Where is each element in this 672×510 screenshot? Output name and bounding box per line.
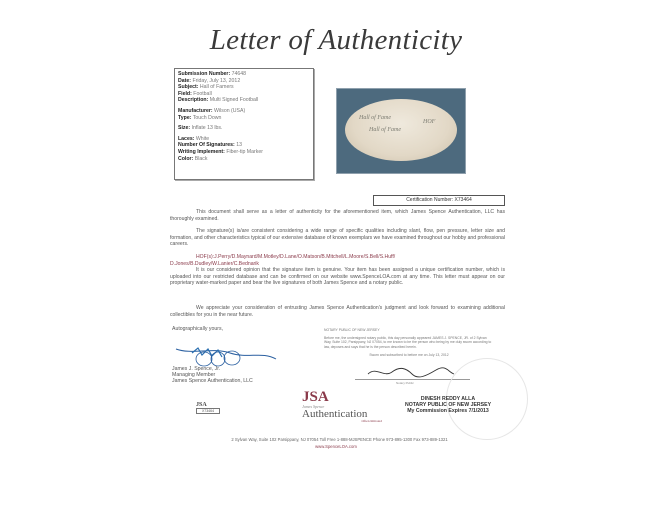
page-title: Letter of Authenticity bbox=[209, 24, 463, 56]
jsa-hologram-sticker: JSA X73464 bbox=[196, 402, 226, 418]
notary-signature bbox=[366, 364, 456, 380]
paragraph-signature-analysis: The signature(s) is/are consistent considering a wide range of specific qualities including slant, flow, pen pressure, letter size and formation, and other characteristics typical of our extensive database of known exemplars we have examined throughout our hobby and professional careers. bbox=[170, 228, 505, 248]
field-date: Date: Friday, July 13, 2012 bbox=[178, 77, 241, 84]
field-color: Color: Black bbox=[178, 155, 208, 162]
field-type: Type: Touch Down bbox=[178, 114, 222, 121]
paragraph-closing: We appreciate your consideration of entrusting James Spence Authentication's judgment and look forward to examining additional collectibles for you in the near future. bbox=[170, 305, 505, 318]
signers-list: HOF(s):J.Perry/D.Maynard/M.Motley/D.Lane/O.Matson/B.Mitchell/L.Moore/S.Bell/S.Huff/ D.Jones/B.Dudley/W.Lanier/C.Bednarik bbox=[170, 254, 396, 267]
field-description: Description: Multi Signed Football bbox=[178, 97, 259, 104]
footer-address: 2 Sylvan Way, Suite 102 Parsippany, NJ 07054 Toll Free 1-888-MJSPENCE Phone 973-895-1300 Fax 973-889-1321 bbox=[231, 437, 448, 442]
field-writing-implement: Writing Implement: Fiber-tip Marker bbox=[178, 148, 263, 155]
james-spence-signature bbox=[172, 345, 282, 367]
field-number-of-signatures: Number Of Signatures: 13 bbox=[178, 142, 243, 149]
certification-number-box: Certification Number: X73464 bbox=[373, 195, 505, 206]
signer-company: James Spence Authentication, LLC bbox=[172, 378, 253, 384]
item-info-box bbox=[174, 68, 314, 180]
notary-stamp: DINESH REDDY ALLA NOTARY PUBLIC OF NEW JERSEY My Commission Expires 7/1/2013 bbox=[404, 396, 492, 415]
field-laces: Laces: White bbox=[178, 135, 210, 142]
field-size: Size: Inflate 13 lbs. bbox=[178, 125, 223, 132]
notary-statement: NOTARY PUBLIC OF NEW JERSEY Before me, the undersigned notary public, this day personally appeared JAMES J. SPENCE, JR. of 2 Sylvan Way, Suite 102, Parsippany, NJ 07054, to me known to be the person who being by me duly sworn according to law, deposes and says that he is the person described herein. Sworn and subscribed to before me on July 13, 2012 bbox=[324, 328, 492, 358]
field-field: Field: Football bbox=[178, 90, 212, 97]
football-image: Hall of Fame Hall of Fame HOF bbox=[345, 99, 457, 161]
field-subject: Subject: Hall of Famers bbox=[178, 84, 234, 91]
football-photo bbox=[336, 88, 466, 174]
paragraph-opinion: It is our considered opinion that the signature item is genuine. Your item has been assigned a unique certification number, which is uploaded into our restricted database and can be confirmed on our website www.SpenceLOA.com at any time. This letter must appear on our proprietary water-marked paper and bear the live signatures of both James Spence and a notary public. bbox=[170, 267, 505, 287]
signer-name: James J. Spence, Jr. bbox=[172, 366, 221, 372]
paragraph-intro: This document shall serve as a letter of authenticity for the aforementioned item, which James Spence Authentication, LLC has thoroughly examined. bbox=[170, 209, 505, 222]
field-submission-number: Submission Number: 74648 bbox=[178, 71, 247, 77]
closing-salutation: Autographically yours, bbox=[172, 326, 224, 332]
jsa-authentication-logo: JSA James Spence Authentication Often Imitated bbox=[302, 389, 382, 423]
notary-signer-label: Notary Public bbox=[396, 381, 414, 385]
footer-website: www.SpenceLOA.com bbox=[315, 444, 357, 449]
field-manufacturer: Manufacturer: Wilson (USA) bbox=[178, 107, 246, 114]
signer-title: Managing Member bbox=[172, 372, 216, 378]
